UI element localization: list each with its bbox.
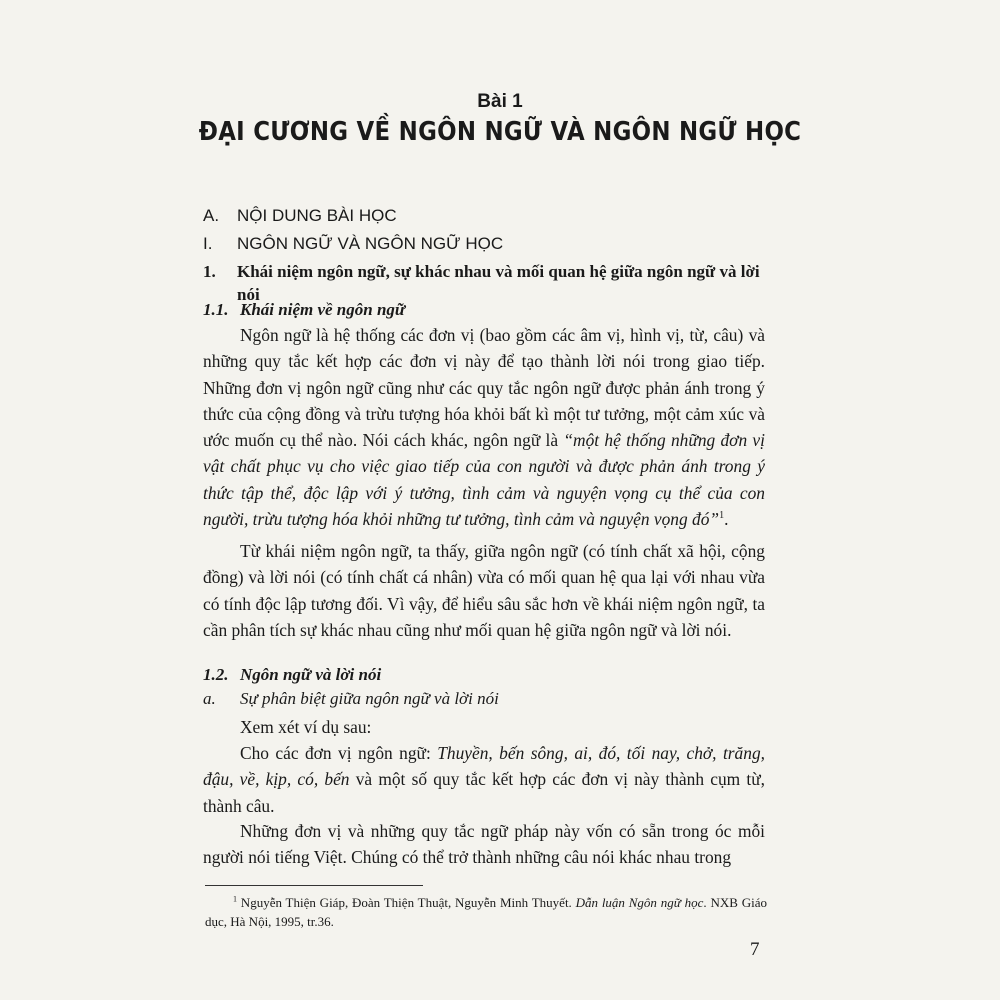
footnote (205, 893, 767, 931)
section-i-title: NGÔN NGỮ VÀ NGÔN NGỮ HỌC (237, 234, 504, 253)
paragraph-language-definition (203, 322, 765, 532)
paragraph-1-end: . (724, 509, 729, 530)
chapter-title: ĐẠI CƯƠNG VỀ NGÔN NGỮ VÀ NGÔN NGỮ HỌC (198, 117, 802, 147)
footnote-book-title: Dẫn luận Ngôn ngữ học (575, 895, 704, 910)
heading-1-title: Khái niệm ngôn ngữ, sự khác nhau và mối quan hệ giữa ngôn ngữ và lời nói (237, 262, 760, 304)
lesson-label: Bài 1 (477, 91, 523, 112)
footnote-publisher: . NXB Giáo dục, Hà Nội, 1995, tr.36. (205, 895, 767, 929)
section-a-number: A. (203, 206, 220, 225)
footnote-authors: Nguyễn Thiện Giáp, Đoàn Thiện Thuật, Nguyễn Minh Thuyết. (237, 895, 576, 910)
page-number: 7 (750, 939, 760, 960)
heading-1-number: 1. (203, 262, 216, 281)
footnote-reference: 1 (719, 510, 725, 522)
paragraph-1-text: Ngôn ngữ là hệ thống các đơn vị (bao gồm các âm vị, hình vị, từ, câu) và những quy tắc kết hợp các đơn vị này để tạo thành lời nói trong giao tiếp. Những đơn vị ngôn ngữ cũng như các quy tắc ngôn ngữ được phản ánh trong ý thức của cộng đồng và trừu tượng hóa khỏi bất kì một tư tưởng, một cảm xúc và ước muốn cụ thể nào. Nói cách khác, ngôn ngữ là (203, 325, 765, 451)
paragraph-example-intro: Xem xét ví dụ sau: (240, 717, 372, 737)
section-i-number: I. (203, 234, 213, 253)
paragraph-example-units (203, 740, 765, 819)
definition-quote: “một hệ thống những đơn vị vật chất phục vụ cho việc giao tiếp của con người và được phản ánh trong ý thức tập thể, độc lập với ý tưởng, tình cảm và nguyện vọng cụ thể của con người, trừu tượng hóa khỏi những tư tưởng, tình cảm và nguyện vọng đó” (203, 430, 765, 530)
footnote-mark: 1 (233, 894, 237, 904)
heading-1-2-title: Ngôn ngữ và lời nói (240, 665, 382, 684)
heading-1-1-number: 1.1. (203, 300, 229, 319)
paragraph-language-speech: Từ khái niệm ngôn ngữ, ta thấy, giữa ngôn ngữ (có tính chất xã hội, cộng đồng) và lời nói (có tính chất cá nhân) vừa có mối quan hệ qua lại với nhau vừa có tính độc lập tương đối. Vì vậy, để hiểu sâu sắc hơn về khái niệm ngôn ngữ, ta cần phân tích sự khác nhau cũng như mối quan hệ giữa ngôn ngữ và lời nói. (203, 541, 765, 640)
heading-1-1-title: Khái niệm về ngôn ngữ (240, 300, 406, 319)
section-a-title: NỘI DUNG BÀI HỌC (237, 206, 397, 225)
example-words: Thuyền, bến sông, ai, đó, tối nay, chở, trăng, đậu, về, kịp, có, bến (203, 743, 765, 790)
heading-1-2-number: 1.2. (203, 665, 229, 684)
footnote-divider (205, 885, 423, 886)
paragraph-grammar-rules: Những đơn vị và những quy tắc ngữ pháp này vốn có sẵn trong óc mỗi người nói tiếng Việt. Chúng có thể trở thành những câu nói khác nhau trong (203, 821, 765, 868)
item-a-number: a. (203, 689, 216, 708)
paragraph-4-text-a: Cho các đơn vị ngôn ngữ: (240, 743, 438, 763)
item-a-title: Sự phân biệt giữa ngôn ngữ và lời nói (240, 689, 499, 708)
paragraph-4-text-b: và một số quy tắc kết hợp các đơn vị này thành cụm từ, thành câu. (203, 769, 765, 816)
